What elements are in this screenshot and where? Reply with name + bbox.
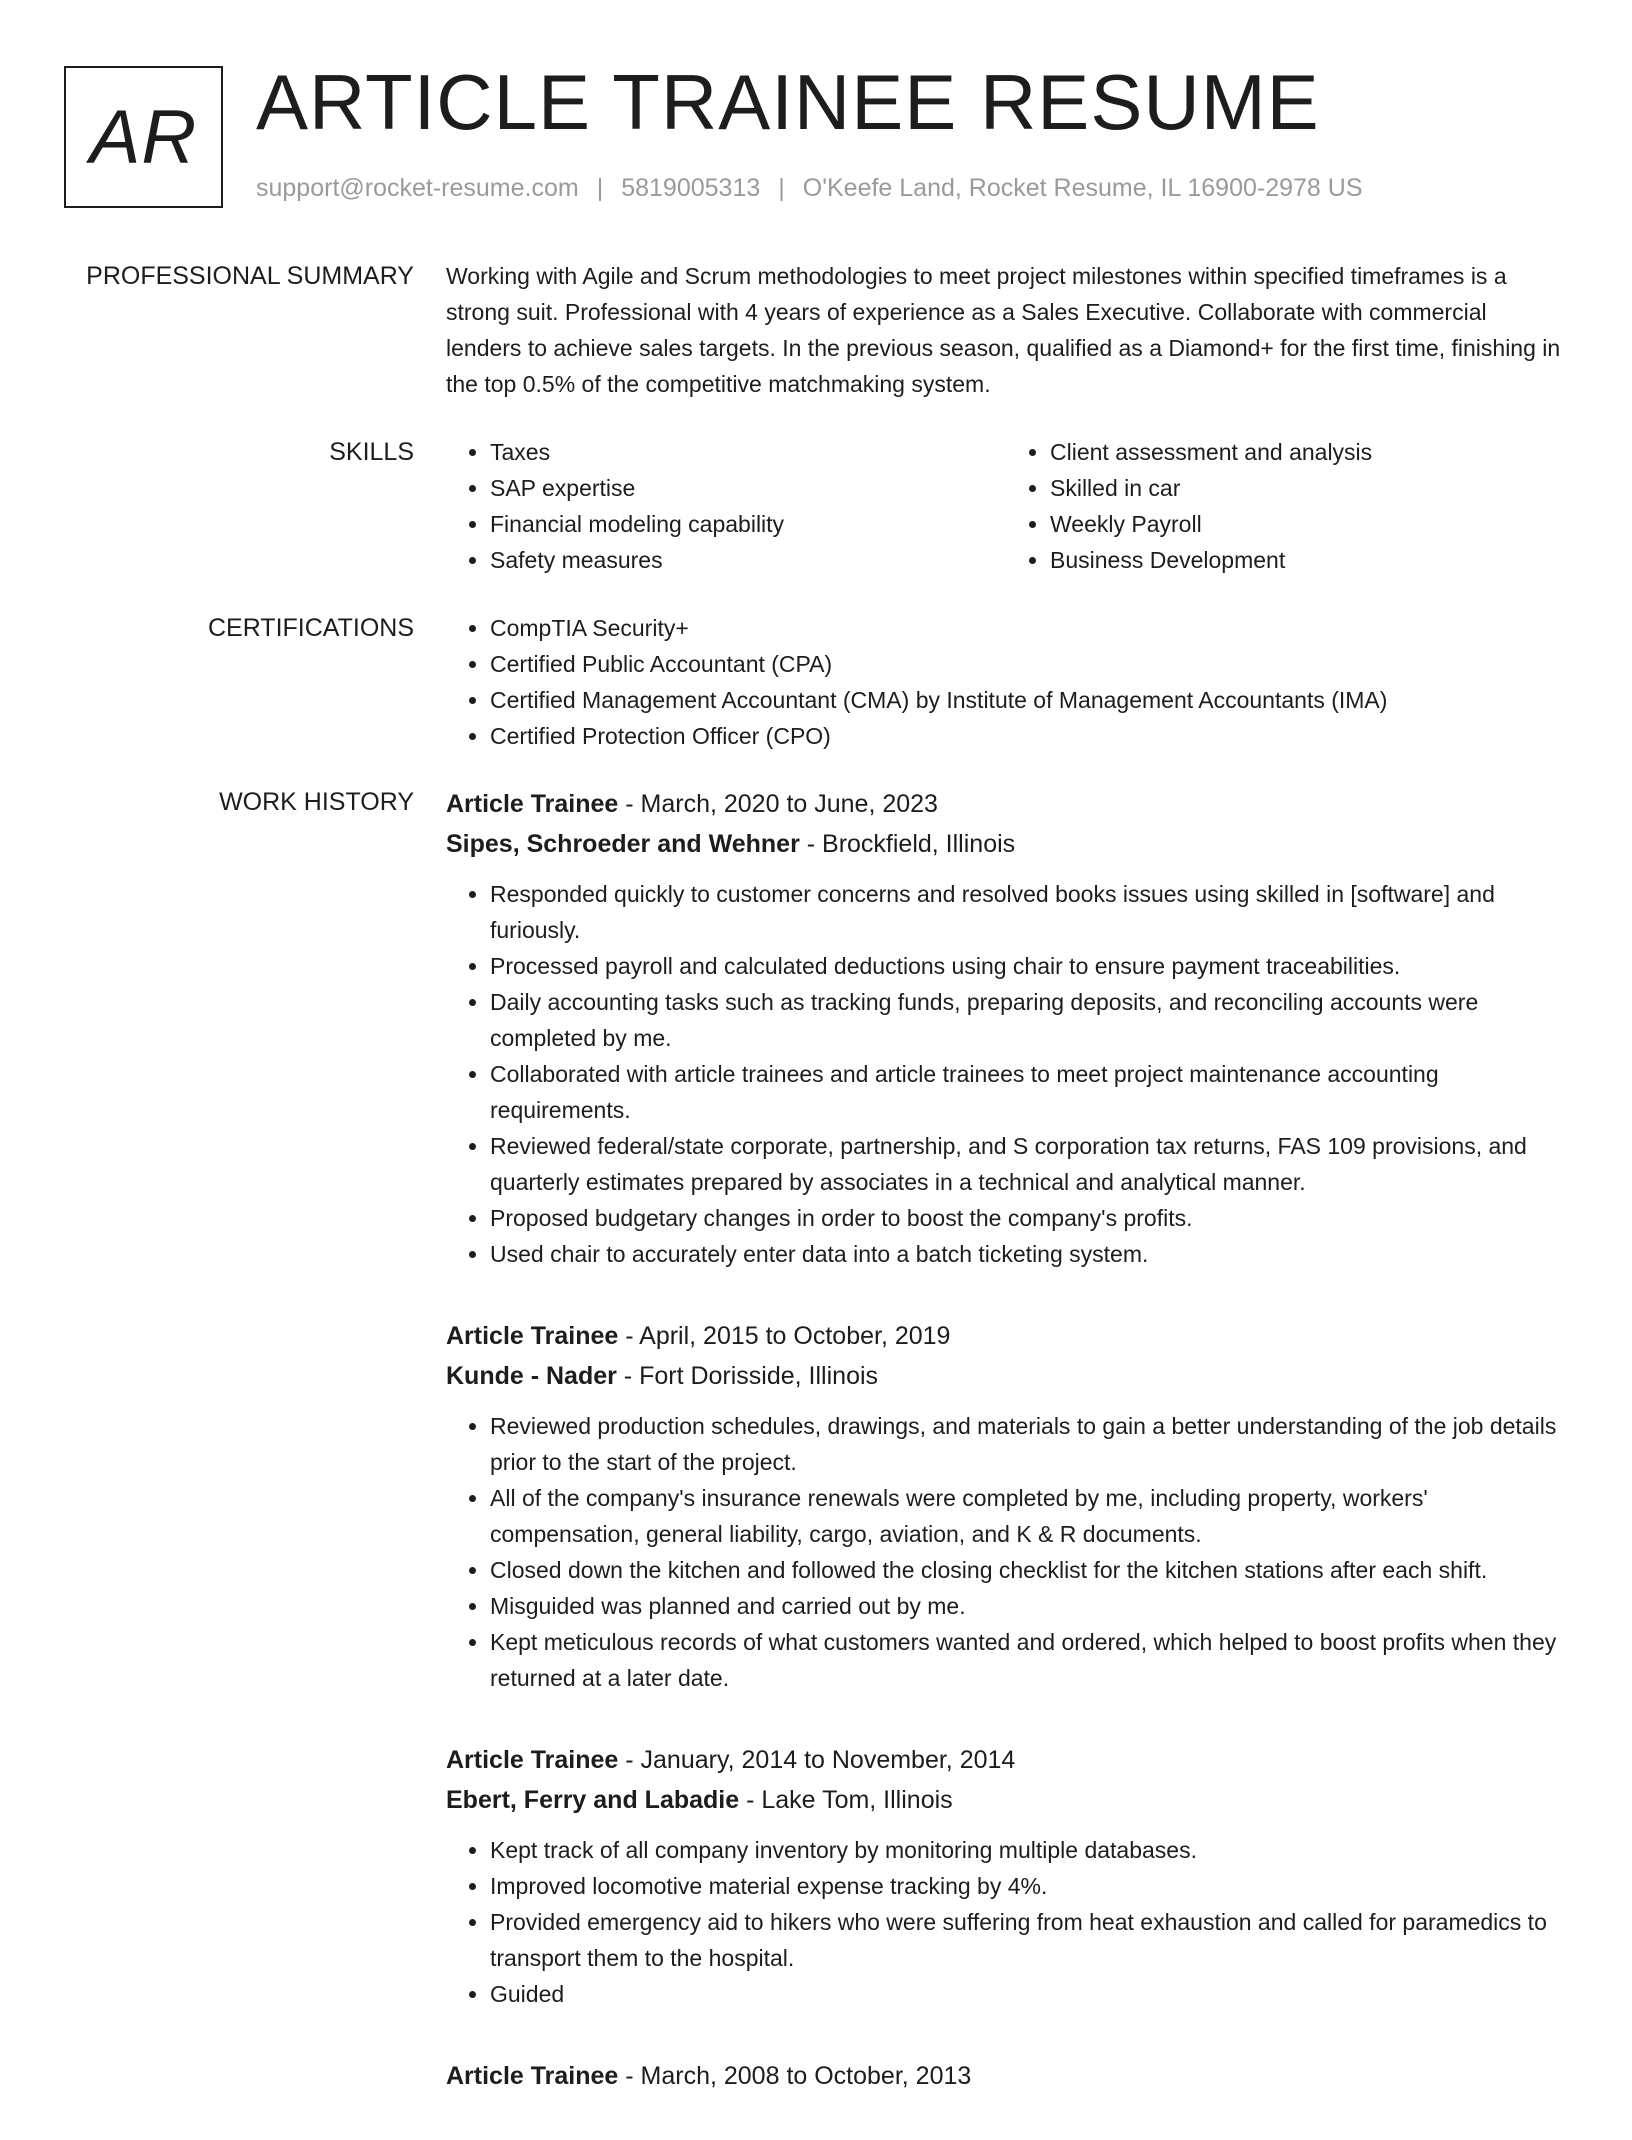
job-bullets	[446, 1408, 1566, 1696]
job-bullet: • Closed down the kitchen and followed the closing checklist for the kitchen stations after each shift.	[490, 1552, 1566, 1588]
job-company: Sipes, Schroeder and Wehner	[446, 830, 800, 858]
job-title: Article Trainee	[446, 1746, 619, 1774]
skill-item: • SAP expertise	[490, 470, 1006, 506]
certifications-list	[446, 610, 1566, 754]
summary-body	[446, 258, 1566, 402]
certification-item: • Certified Public Accountant (CPA)	[490, 646, 1566, 682]
job-bullet: • Processed payroll and calculated deductions using chair to ensure payment traceabilities.	[490, 948, 1566, 984]
job-title: Article Trainee	[446, 2062, 619, 2090]
job-bullet: • Kept meticulous records of what customers wanted and ordered, which helped to boost profits when they returned at a later date.	[490, 1624, 1566, 1696]
job-bullet: • Used chair to accurately enter data into a batch ticketing system.	[490, 1236, 1566, 1272]
skill-item: • Business Development	[1050, 542, 1566, 578]
job-entry	[446, 784, 1566, 1272]
skill-item: • Financial modeling capability	[490, 506, 1006, 542]
job-dates: - March, 2020 to June, 2023	[618, 790, 938, 818]
job-bullet: • Provided emergency aid to hikers who were suffering from heat exhaustion and called for paramedics to transport them to the hospital.	[490, 1904, 1566, 1976]
monogram-box	[64, 66, 223, 208]
skill-item: • Skilled in car	[1050, 470, 1566, 506]
resume-title: ARTICLE TRAINEE RESUME	[256, 58, 1320, 146]
job-entry	[446, 2056, 1566, 2096]
job-company-line	[446, 1780, 1566, 1820]
job-bullet: • Reviewed production schedules, drawings, and materials to gain a better understanding of the job details prior to the start of the project.	[490, 1408, 1566, 1480]
job-bullet: • Kept track of all company inventory by monitoring multiple databases.	[490, 1832, 1566, 1868]
job-entry	[446, 1316, 1566, 1696]
job-bullet: • Proposed budgetary changes in order to boost the company's profits.	[490, 1200, 1566, 1236]
job-entry	[446, 1740, 1566, 2012]
skills-list-left	[446, 434, 1006, 578]
job-bullet: • Guided	[490, 1976, 1566, 2012]
job-dates: - March, 2008 to October, 2013	[618, 2062, 972, 2090]
skill-item: • Client assessment and analysis	[1050, 434, 1566, 470]
job-bullets	[446, 876, 1566, 1272]
certification-item: • Certified Protection Officer (CPO)	[490, 718, 1566, 754]
job-bullet: • All of the company's insurance renewals were completed by me, including property, workers' compensation, general liability, cargo, aviation, and K & R documents.	[490, 1480, 1566, 1552]
job-bullet: • Reviewed federal/state corporate, partnership, and S corporation tax returns, FAS 109 provisions, and quarterly estimates prepared by associates in a technical and analytical manner.	[490, 1128, 1566, 1200]
skill-item: • Weekly Payroll	[1050, 506, 1566, 542]
job-bullet: • Daily accounting tasks such as tracking funds, preparing deposits, and reconciling accounts were completed by me.	[490, 984, 1566, 1056]
job-location: - Brockfield, Illinois	[799, 830, 1016, 858]
skill-item: • Taxes	[490, 434, 1006, 470]
summary-text: Working with Agile and Scrum methodologies to meet project milestones within specified timeframes is a strong suit. Professional with 4 years of experience as a Sales Executive. Collaborate with commercial lenders to achieve sales targets. In the previous season, qualified as a Diamond+ for the first time, finishing in the top 0.5% of the competitive matchmaking system.	[446, 263, 1561, 397]
job-title: Article Trainee	[446, 1322, 619, 1350]
job-company-line	[446, 1356, 1566, 1396]
contact-address: O'Keefe Land, Rocket Resume, IL 16900-2978 US	[802, 174, 1363, 202]
section-label-skills: SKILLS	[329, 438, 414, 466]
section-label-work-history: WORK HISTORY	[219, 788, 414, 816]
job-bullet: • Improved locomotive material expense tracking by 4%.	[490, 1868, 1566, 1904]
section-label-certifications: CERTIFICATIONS	[207, 614, 414, 642]
section-label-summary: PROFESSIONAL SUMMARY	[86, 262, 414, 290]
certifications-body	[446, 610, 1566, 754]
monogram-initials: AR	[89, 94, 198, 180]
job-title: Article Trainee	[446, 790, 619, 818]
contact-separator: |	[596, 174, 604, 202]
job-company: Kunde - Nader	[446, 1362, 617, 1390]
job-company: Ebert, Ferry and Labadie	[446, 1786, 740, 1814]
contact-phone: 5819005313	[621, 174, 761, 202]
job-title-line	[446, 1740, 1566, 1780]
certification-item: • Certified Management Accountant (CMA) by Institute of Management Accountants (IMA)	[490, 682, 1566, 718]
job-location: - Fort Dorisside, Illinois	[616, 1362, 879, 1390]
contact-separator: |	[778, 174, 785, 202]
job-bullet: • Misguided was planned and carried out by me.	[490, 1588, 1566, 1624]
job-bullets	[446, 1832, 1566, 2012]
job-title-line	[446, 2056, 1566, 2096]
job-location: - Lake Tom, Illinois	[739, 1786, 953, 1814]
job-title-line	[446, 784, 1566, 824]
skills-columns	[446, 434, 1566, 578]
certification-item: • CompTIA Security+	[490, 610, 1566, 646]
skill-item: • Safety measures	[490, 542, 1006, 578]
contact-email: support@rocket-resume.com	[256, 174, 579, 202]
contact-line	[256, 174, 1363, 203]
skills-list-right	[1006, 434, 1566, 578]
job-dates: - April, 2015 to October, 2019	[618, 1322, 951, 1350]
job-bullet: • Collaborated with article trainees and article trainees to meet project maintenance accounting requirements.	[490, 1056, 1566, 1128]
work-history-body	[446, 784, 1566, 2140]
job-title-line	[446, 1316, 1566, 1356]
job-bullet: • Responded quickly to customer concerns and resolved books issues using skilled in [software] and furiously.	[490, 876, 1566, 948]
job-dates: - January, 2014 to November, 2014	[618, 1746, 1016, 1774]
job-company-line	[446, 824, 1566, 864]
